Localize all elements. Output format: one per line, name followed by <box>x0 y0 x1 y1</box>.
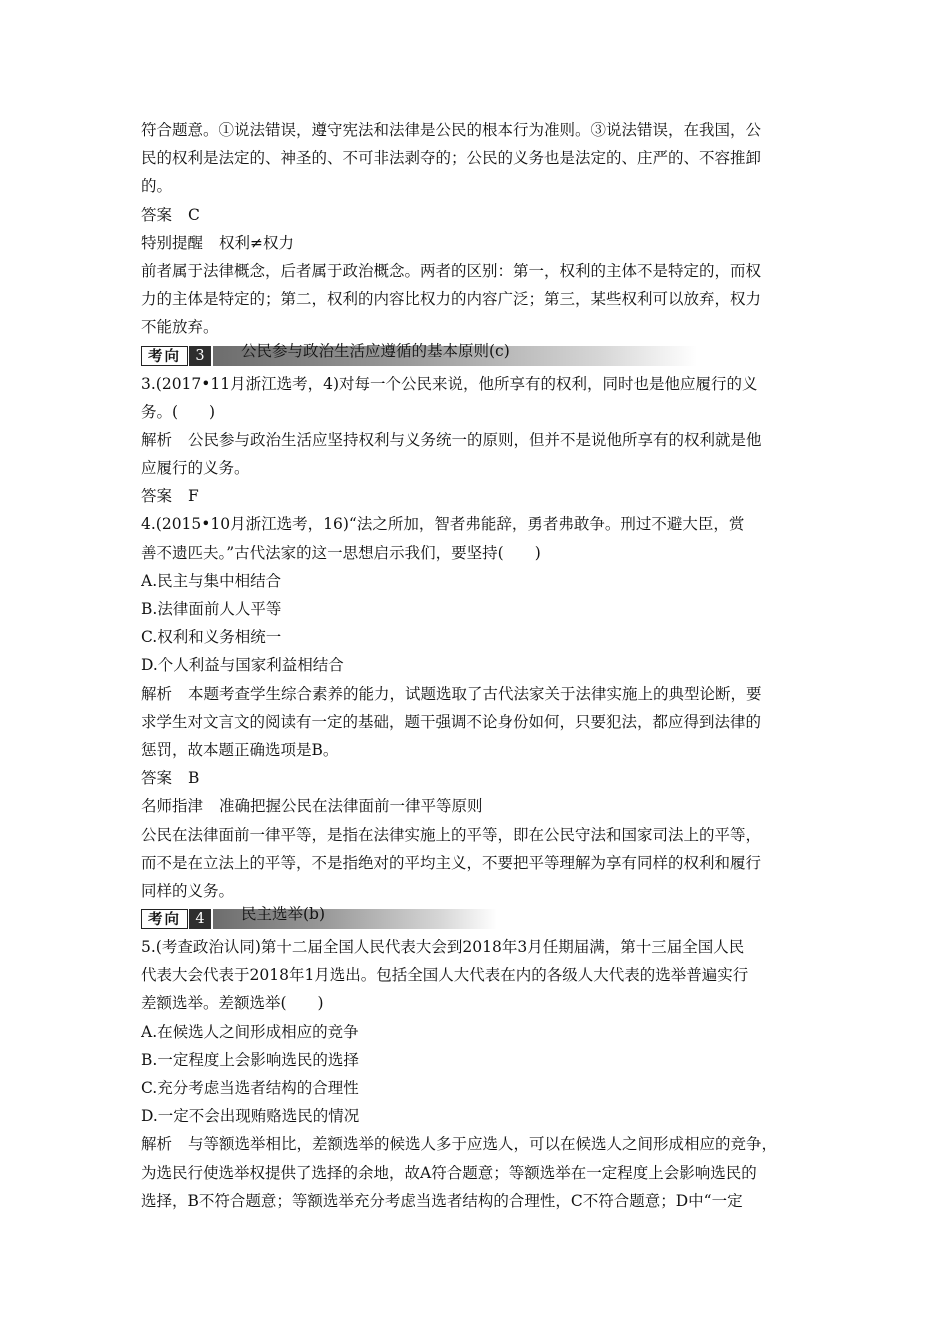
text-line: 的。 <box>141 177 173 196</box>
answer-label: 答案 <box>141 769 173 788</box>
text-line: 公民在法律面前一律平等，是指在法律实施上的平等，即在公民守法和国家司法上的平等， <box>141 825 762 844</box>
question-line: 5.(考查政治认同)第十二届全国人民代表大会到2018年3月任期届满，第十三届全国人民 <box>141 938 745 957</box>
analysis-line: 解析 本题考查学生综合素养的能力，试题选取了古代法家关于法律实施上的典型论断，要 <box>141 684 762 703</box>
note-title: 准确把握公民在法律面前一律平等原则 <box>219 797 483 816</box>
option-a: A.民主与集中相结合 <box>141 571 282 590</box>
answer-value: B <box>188 769 200 788</box>
section-header-4 <box>141 907 817 931</box>
text-line: 求学生对文言文的阅读有一定的基础，题干强调不论身份如何，只要犯法，都应得到法律的 <box>141 712 762 731</box>
question-line: 差额选举。差额选举( ) <box>141 994 324 1013</box>
text-line: 惩罚，故本题正确选项是B。 <box>141 740 339 759</box>
answer-value: C <box>188 205 200 224</box>
document-page <box>141 116 817 1215</box>
option-c: C.充分考虑当选者结构的合理性 <box>141 1079 359 1097</box>
analysis-line: 解析 公民参与政治生活应坚持权利与义务统一的原则，但并不是说他所享有的权利就是他 <box>141 430 762 449</box>
section-tag: 考向 <box>141 346 188 366</box>
option-d: D.一定不会出现贿赂选民的情况 <box>141 1107 360 1126</box>
note-heading <box>141 792 817 820</box>
note-label: 名师指津 <box>141 797 204 816</box>
note-label: 特别提醒 <box>141 233 204 252</box>
note-title: 权利≠权力 <box>219 233 295 252</box>
question-line: 善不遗匹夫。”古代法家的这一思想启示我们，要坚持( ) <box>141 543 541 562</box>
text-line: 符合题意。①说法错误，遵守宪法和法律是公民的根本行为准则。③说法错误，在我国，公 <box>141 121 762 139</box>
answer-line <box>141 482 817 510</box>
question-line: 务。( ) <box>141 402 216 421</box>
question-line: 3.(2017•11月浙江选考，4)对每一个公民来说，他所享有的权利，同时也是他应履行的义 <box>141 374 758 393</box>
option-b: B.法律面前人人平等 <box>141 600 282 618</box>
section-title: 民主选举(b) <box>241 905 326 924</box>
text-line: 同样的义务。 <box>141 881 235 900</box>
answer-label: 答案 <box>141 205 173 224</box>
text-line: 选择，B不符合题意；等额选举充分考虑当选者结构的合理性，C不符合题意；D中“一定 <box>141 1191 743 1210</box>
option-b: B.一定程度上会影响选民的选择 <box>141 1050 359 1069</box>
answer-line <box>141 201 817 229</box>
section-tag: 考向 <box>141 909 188 929</box>
section-number: 4 <box>189 909 211 929</box>
answer-line <box>141 764 817 792</box>
text-line: 力的主体是特定的；第二，权利的内容比权力的内容广泛；第三，某些权利可以放弃，权力 <box>141 290 762 309</box>
text-line: 不能放弃。 <box>141 318 219 337</box>
text-line: 而不是在立法上的平等，不是指绝对的平均主义，不要把平等理解为享有同样的权利和履行 <box>141 853 762 872</box>
answer-label: 答案 <box>141 487 173 506</box>
option-d: D.个人利益与国家利益相结合 <box>141 656 344 675</box>
analysis-label: 解析 <box>141 430 173 449</box>
section-title: 公民参与政治生活应遵循的基本原则(c) <box>241 341 510 360</box>
text-line: 前者属于法律概念，后者属于政治概念。两者的区别：第一，权利的主体不是特定的，而权 <box>141 261 762 280</box>
section-number: 3 <box>189 346 211 366</box>
option-a: A.在候选人之间形成相应的竞争 <box>141 1022 359 1041</box>
option-c: C.权利和义务相统一 <box>141 628 282 647</box>
question-line: 代表大会代表于2018年1月选出。包括全国人大代表在内的各级人大代表的选举普遍实行 <box>141 966 749 985</box>
text-line: 为选民行使选举权提供了选择的余地，故A符合题意；等额选举在一定程度上会影响选民的 <box>141 1163 757 1182</box>
answer-value: F <box>188 487 199 506</box>
analysis-label: 解析 <box>141 684 173 703</box>
analysis-line: 解析 与等额选举相比，差额选举的候选人多于应选人，可以在候选人之间形成相应的竞争， <box>141 1135 778 1154</box>
text-line: 民的权利是法定的、神圣的、不可非法剥夺的；公民的义务也是法定的、庄严的、不容推卸 <box>141 149 762 168</box>
question-line: 4.(2015•10月浙江选考，16)“法之所加，智者弗能辞，勇者弗敢争。刑过不避大臣，赏 <box>141 515 745 534</box>
note-heading <box>141 229 817 257</box>
section-header-3 <box>141 341 817 368</box>
analysis-label: 解析 <box>141 1135 173 1154</box>
text-line: 应履行的义务。 <box>141 459 250 478</box>
